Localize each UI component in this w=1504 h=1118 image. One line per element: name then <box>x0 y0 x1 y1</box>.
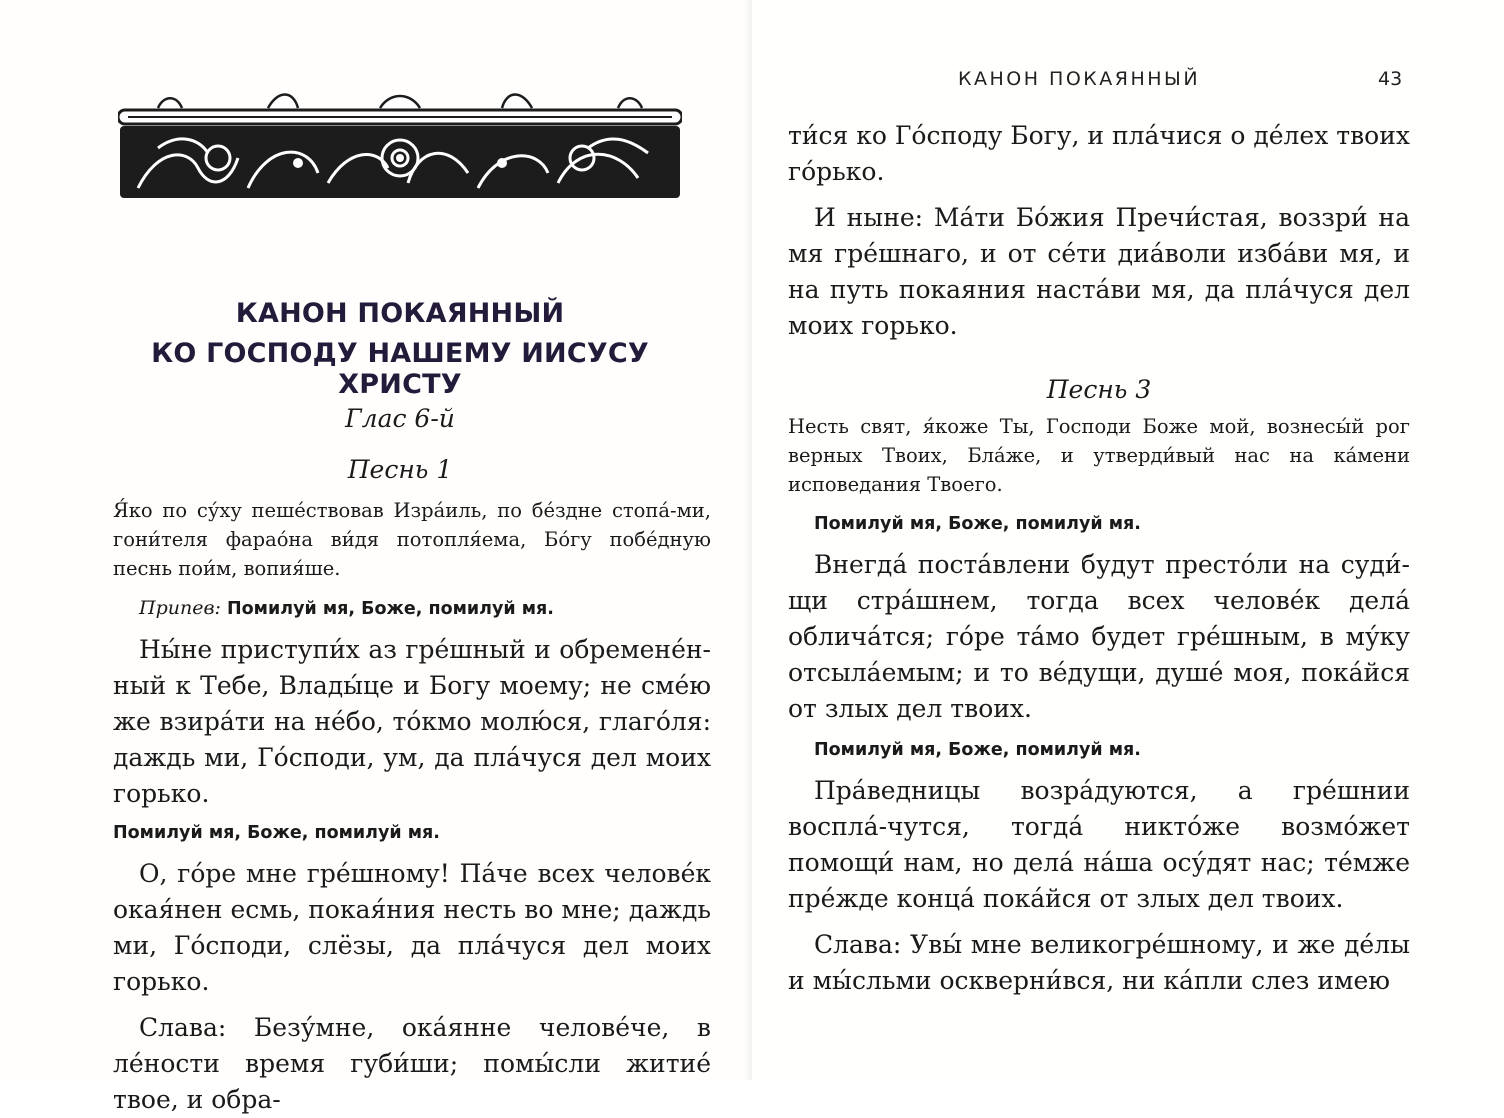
troparion-text: О, го́ре мне гре́шному! Па́че всех челове́к окая́нен есмь, покая́ния несть во мне; даждь ми, Го́споди, слёзы, да пла́чуся дел моих горько. <box>113 859 711 996</box>
tone-heading: Глас 6-й <box>345 404 455 433</box>
glory-text: Безу́мне, ока́янне челове́че, в ле́ности время губи́ши; помы́сли житие́ твое, и обра- <box>113 1013 711 1114</box>
right-page <box>752 0 1504 1080</box>
canon-title: КАНОН ПОКАЯННЫЙ <box>235 298 565 329</box>
continued-text: ти́ся ко Го́споду Богу, и пла́чися о де́лех твоих го́рько. <box>788 121 1410 186</box>
left-column <box>113 496 711 1118</box>
theotokion-label: И ныне: <box>814 203 924 232</box>
glory-paragraph <box>113 1010 711 1118</box>
song-heading: Песнь 1 <box>347 455 453 484</box>
refrain-line: Помилуй мя, Боже, помилуй мя. <box>113 823 440 843</box>
refrain-line: Помилуй мя, Боже, помилуй мя. <box>814 514 1141 534</box>
right-column <box>788 118 1410 999</box>
page-number: 43 <box>1378 68 1403 90</box>
theotokion-paragraph <box>788 200 1410 344</box>
ornament-headpiece <box>118 88 682 200</box>
glory-paragraph <box>788 927 1410 999</box>
troparion-text: Пра́ведницы возра́дуются, а гре́шнии воспла́-чутся, тогда́ никто́же возмо́жет помощи́ нам, но дела́ на́ша осу́дят нас; те́мже пре́жде конца́ пока́йся от злых дел твоих. <box>788 776 1410 913</box>
glory-label: Слава: <box>814 930 902 959</box>
left-page <box>0 0 752 1114</box>
theotokion-text: Ма́ти Бо́жия Пречи́стая, воззри́ на мя гре́шнаго, и от се́ти диа́воли изба́ви мя, и на путь покаяния наста́ви мя, да пла́чуся дел моих горько. <box>788 203 1410 340</box>
irmos-text: Несть свят, я́коже Ты, Господи Боже мой, вознесы́й рог верных Твоих, Бла́же, и утверди́вый нас на ка́мени исповедания Твоего. <box>788 415 1410 496</box>
refrain-line: Помилуй мя, Боже, помилуй мя. <box>814 740 1141 760</box>
glory-text: Увы́ мне великогре́шному, и же де́лы и мы́сльми оскверни́вся, ни ка́пли слез имею <box>788 930 1410 995</box>
glory-label: Слава: <box>139 1013 227 1042</box>
running-head: КАНОН ПОКАЯННЫЙ <box>958 68 1201 90</box>
troparion-text: Внегда́ поста́влени будут престо́ли на суди́-щи стра́шнем, тогда всех челове́к дела́ облича́тся; го́ре та́мо будет гре́шным, в му́ку отсыла́емым; и то ве́дущи, душе́ моя, пока́йся от злых дел твоих. <box>788 550 1410 723</box>
song-heading: Песнь 3 <box>1046 375 1152 404</box>
refrain-label: Припев: <box>139 597 221 619</box>
canon-subtitle: КО ГОСПОДУ НАШЕМУ ИИСУСУ ХРИСТУ <box>151 338 649 400</box>
refrain-text: Помилуй мя, Боже, помилуй мя. <box>227 599 554 619</box>
troparion-text: Ны́не приступи́х аз гре́шный и обремене́н-ный к Тебе, Влады́це и Богу моему; не сме́ю же взира́ти на не́бо, то́кмо молю́ся, глаго́ля: даждь ми, Го́споди, ум, да пла́чуся дел моих горько. <box>113 635 711 808</box>
refrain-line <box>113 595 711 622</box>
irmos-text: Я́ко по су́ху пеше́ствовав Изра́иль, по бе́здне стопа́-ми, гони́теля фарао́на ви́дя потопля́ема, Бо́гу побе́дную песнь пои́м, вопия́ше. <box>113 499 711 580</box>
